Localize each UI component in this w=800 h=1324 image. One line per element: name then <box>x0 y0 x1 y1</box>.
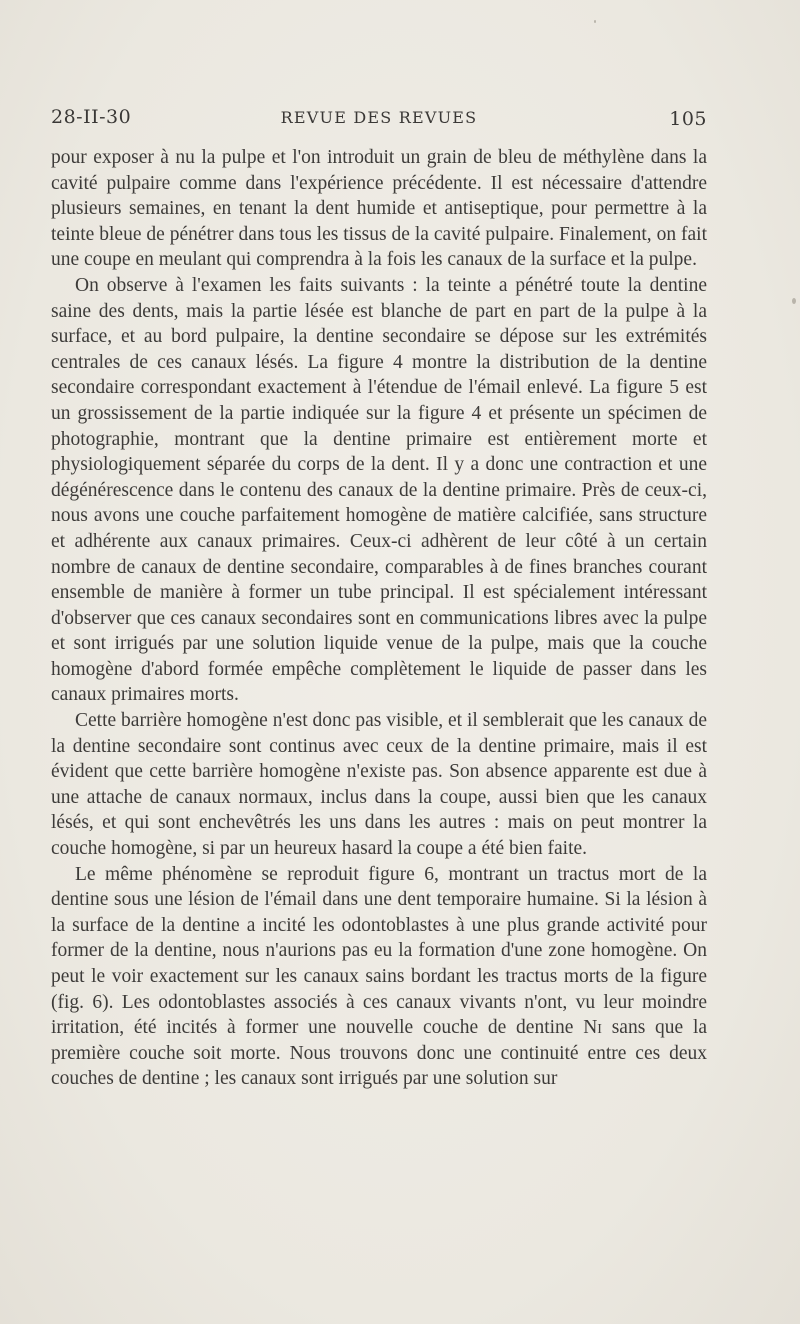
paragraph: On observe à l'examen les faits suivants : la teinte a pénétré toute la dentine saine des dents, mais la partie lésée est blanche de part en part de la pulpe à la surface, et au bord pulpaire, la dentine secondaire se dépose sur les extrémités centrales de ces canaux lésés. La figure 4 montre la distribution de la dentine secondaire correspondant exactement à l'étendue de l'émail enlevé. La figure 5 est un grossissement de la partie indiquée sur la figure 4 et présente un spécimen de photographie, montrant que la dentine primaire est entièrement morte et physiologiquement séparée du corps de la dent. Il y a donc une contraction et une dégénérescence dans le contenu des canaux de la dentine primaire. Près de ceux-ci, nous avons une couche parfaitement homogène de matière calcifiée, sans structure et adhérente aux canaux primaires. Ceux-ci adhèrent de leur côté à un certain nombre de canaux de dentine secondaire, comparables à de fines branches courant ensemble de manière à former un tube principal. Il est spécialement intéressant d'observer que ces canaux secondaires sont en communications libres avec la pulpe et sont irrigués par une solution liquide venue de la pulpe, mais que la couche homogène d'abord formée empêche complètement le liquide de passer dans les canaux primaires morts. <box>51 274 707 706</box>
running-header <box>51 104 707 134</box>
paper-speck <box>594 20 596 23</box>
paragraph: pour exposer à nu la pulpe et l'on introduit un grain de bleu de méthylène dans la cavité pulpaire comme dans l'expérience précédente. Il est nécessaire d'attendre plusieurs semaines, en tenant la dent humide et antiseptique, pour permettre à la teinte bleue de pénétrer dans tous les tissus de la cavité pulpaire. Finalement, on fait une coupe en meulant qui comprendra à la fois les canaux de la surface et la pulpe. <box>51 147 707 271</box>
paragraph-smallcaps: i <box>597 1017 602 1039</box>
page-number: 105 <box>669 108 707 130</box>
paragraph-text-continued: sans que la première couche soit morte. Nous trouvons donc une continuité entre ces deux couches de dentine ; les canaux sont irrigués par une solution sur <box>51 1017 708 1090</box>
paragraph <box>51 862 707 1092</box>
paragraph-text: Le même phénomène se reproduit figure 6, montrant un tractus mort de la dentine sous une lésion de l'émail dans une dent temporaire humaine. Si la lésion à la surface de la dentine a incité les odontoblastes à une plus grande activité pour former de la dentine, nous n'aurions pas eu la formation d'une zone homogène. On peut le voir exactement sur les canaux sains bordant les tractus morts de la figure (fig. 6). Les odontoblastes associés à ces canaux vivants n'ont, vu leur moindre irritation, été incités à former une nouvelle couche de dentine N <box>51 863 707 1039</box>
running-title: REVUE DES REVUES <box>280 108 478 127</box>
issue-date: 28-II-30 <box>51 106 132 128</box>
paragraph: Cette barrière homogène n'est donc pas visible, et il semblerait que les canaux de la dentine secondaire sont continus avec ceux de la dentine primaire, mais il est évident que cette barrière homogène n'existe pas. Son absence apparente est due à une attache de canaux normaux, inclus dans la coupe, aussi bien que les canaux lésés, et qui sont enchevêtrés les uns dans les autres : mais on peut montrer la couche homogène, si par un heureux hasard la coupe a été bien faite. <box>51 710 707 860</box>
body-text <box>51 145 707 1092</box>
paper-speck <box>792 298 796 304</box>
